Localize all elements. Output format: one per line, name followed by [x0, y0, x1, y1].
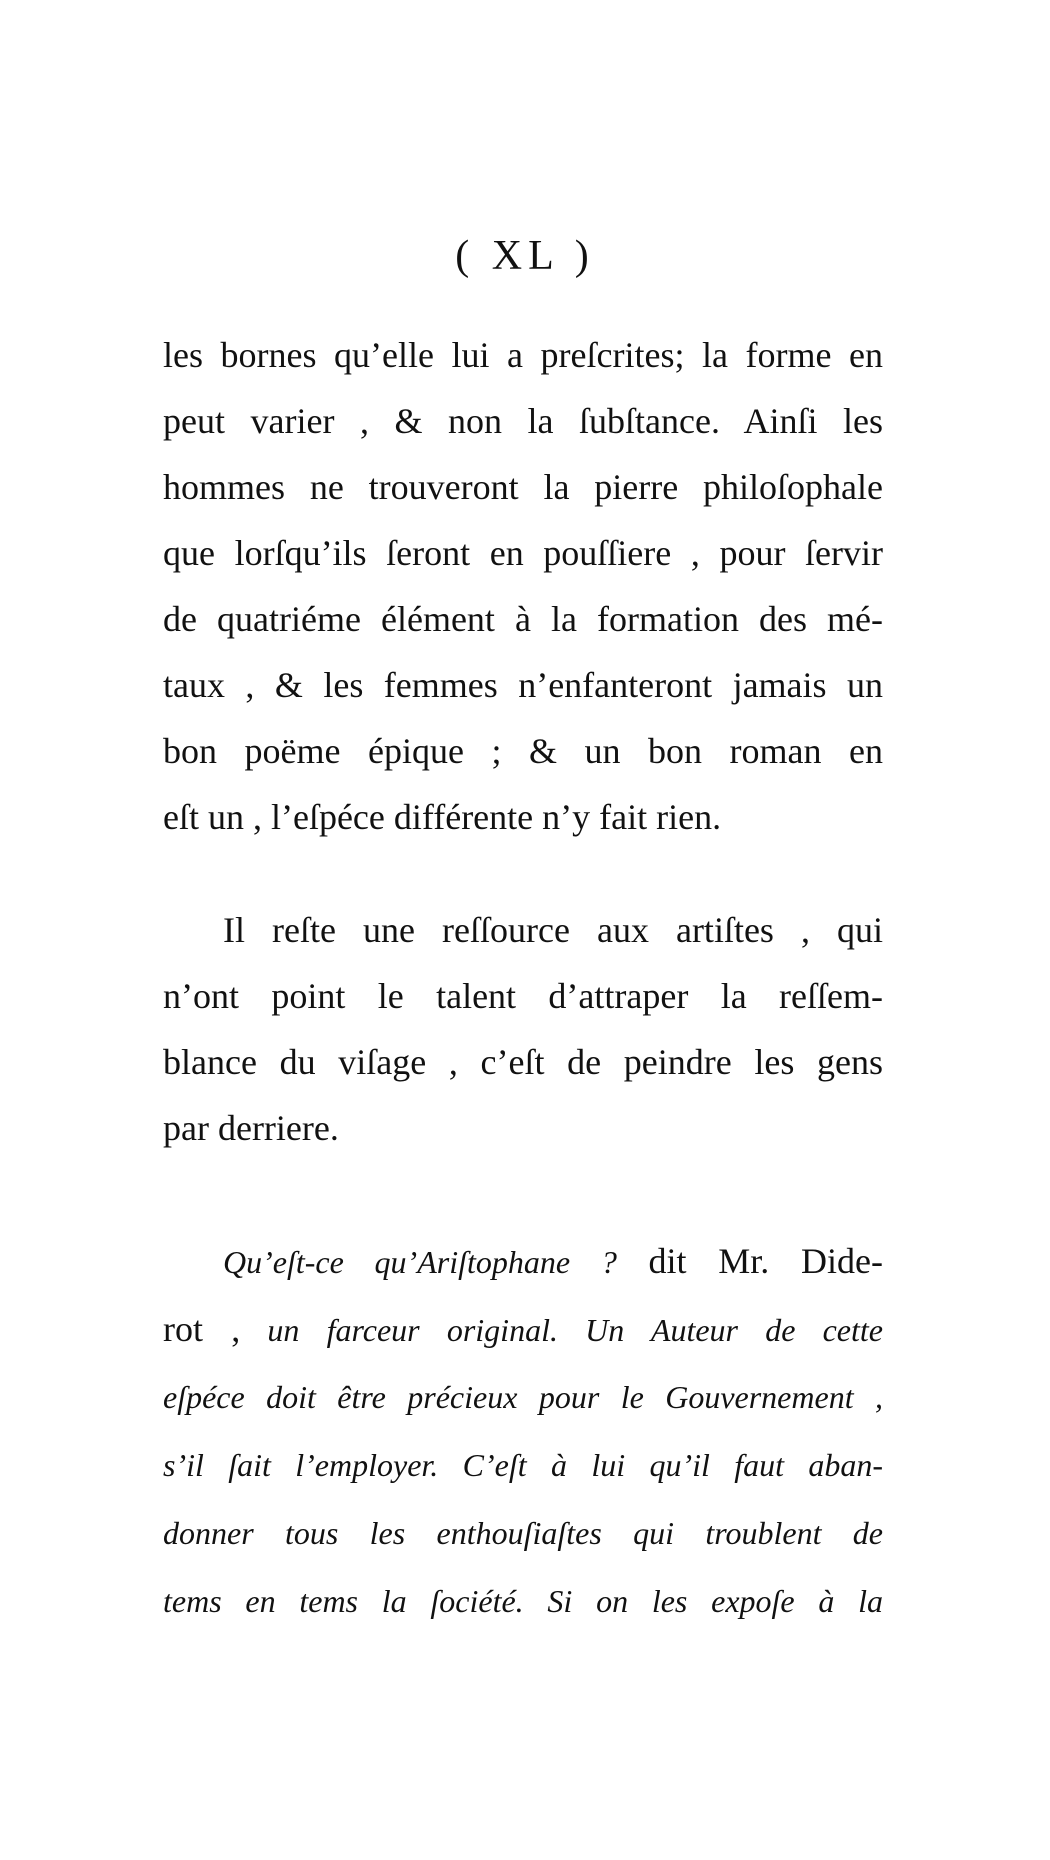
- text-line: bon poëme épique ; & un bon roman en: [163, 731, 883, 771]
- text-line: s’il ſait l’employer. C’eſt à lui qu’il faut aban-: [163, 1447, 883, 1483]
- text-line: taux , & les femmes n’enfanteront jamais un: [163, 665, 883, 705]
- page-number: ( XL ): [455, 233, 595, 279]
- paragraph-1: [163, 322, 883, 850]
- roman-phrase: rot ,: [163, 1309, 241, 1349]
- text-line: eſpéce doit être précieux pour le Gouvernement ,: [163, 1379, 883, 1415]
- text-line: n’ont point le talent d’attraper la reſſem-: [163, 976, 883, 1016]
- text-line: hommes ne trouveront la pierre philoſophale: [163, 467, 883, 507]
- text-line: eſt un , l’eſpéce différente n’y fait rien.: [163, 797, 722, 837]
- paragraph-3-quotation: [163, 1227, 883, 1635]
- text-line: tems en tems la ſociété. Si on les expoſe à la: [163, 1583, 883, 1619]
- roman-phrase: dit Mr. Dide-: [616, 1241, 883, 1281]
- text-line: Il reſte une reſſource aux artiſtes , qui: [223, 910, 883, 950]
- text-line: de quatriéme élément à la formation des mé-: [163, 599, 883, 639]
- text-line: les bornes qu’elle lui a preſcrites; la forme en: [163, 335, 883, 375]
- italic-phrase: un farceur original. Un Auteur de cette: [240, 1312, 883, 1348]
- text-line: donner tous les enthouſiaſtes qui troublent de: [163, 1515, 883, 1551]
- paragraph-2: [163, 897, 883, 1161]
- text-line: [163, 1227, 883, 1295]
- text-line: peut varier , & non la ſubſtance. Ainſi les: [163, 401, 883, 441]
- text-line: blance du viſage , c’eſt de peindre les gens: [163, 1042, 883, 1082]
- text-line: que lorſqu’ils ſeront en pouſſiere , pour ſervir: [163, 533, 883, 573]
- text-line: par derriere.: [163, 1108, 339, 1148]
- italic-phrase: Qu’eſt-ce qu’Ariſtophane ?: [223, 1244, 617, 1280]
- text-line: [163, 1295, 883, 1363]
